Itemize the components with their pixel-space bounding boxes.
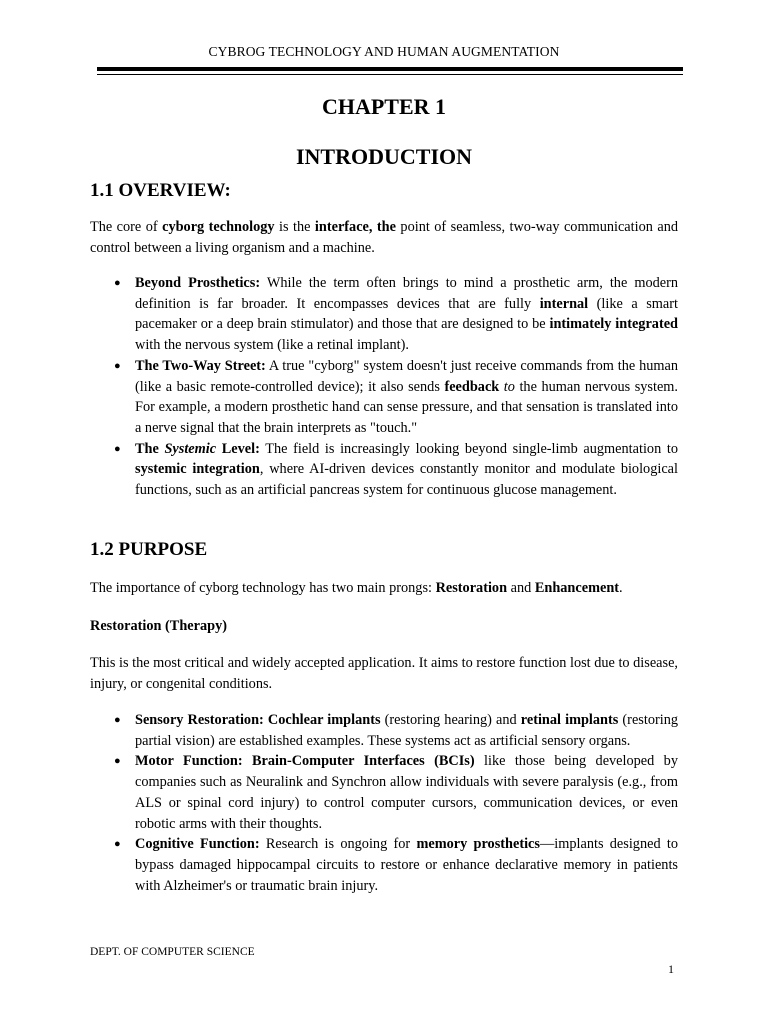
list-item: ● Cognitive Function: Research is ongoing for memory prosthetics—implants designed to bypass damaged hippocampal circuits to restore or enhance declarative memory in patients with Alzheimer's or traumatic brain injury. <box>114 836 678 894</box>
restoration-bullet-list <box>90 710 678 896</box>
bullet-icon: ● <box>114 277 121 289</box>
restoration-paragraph: This is the most critical and widely accepted application. It aims to restore function lost due to disease, injury, or congenital conditions. <box>90 655 678 692</box>
page-number: 1 <box>668 962 674 976</box>
chapter-number: CHAPTER 1 <box>321 94 447 119</box>
purpose-paragraph: The importance of cyborg technology has two main prongs: Restoration and Enhancement. <box>90 580 623 596</box>
purpose-heading: 1.2 PURPOSE <box>90 539 208 560</box>
overview-heading: 1.1 OVERVIEW: <box>90 180 231 201</box>
bullet-icon: ● <box>114 755 121 768</box>
bullet-icon: ● <box>114 442 121 455</box>
list-item: ● The Systemic Level: The field is increasingly looking beyond single-limb augmentation to systemic integration, where AI-driven devices constantly monitor and modulate biological functions, such as an artificial pancreas system for continuous glucose management. <box>114 440 678 499</box>
bullet-icon: ● <box>114 714 121 726</box>
header-rule-thin <box>97 74 683 75</box>
running-header: CYBROG TECHNOLOGY AND HUMAN AUGMENTATION <box>208 44 560 59</box>
list-item: ● Motor Function: Brain-Computer Interfaces (BCIs) like those being developed by companies such as Neuralink and Synchron allow individuals with severe paralysis (e.g., from ALS or spinal cord injury) to control computer cursors, communication devices, or even robotic arms with their thoughts. <box>114 753 678 832</box>
overview-bullet-list <box>90 273 678 501</box>
restoration-subheading: Restoration (Therapy) <box>90 618 227 634</box>
header-rule-thick <box>97 67 683 71</box>
list-item: ● The Two-Way Street: A true "cyborg" system doesn't just receive commands from the human (like a basic remote-controlled device); it also sends feedback to the human nervous system. For example, a modern prosthetic hand can sense pressure, and that sensation is translated into a nerve signal that the brain interprets as "touch." <box>114 357 679 436</box>
chapter-title: INTRODUCTION <box>295 144 473 169</box>
overview-paragraph: The core of cyborg technology is the interface, the point of seamless, two-way communication and control between a living organism and a machine. <box>90 219 678 256</box>
list-item: ● Sensory Restoration: Cochlear implants (restoring hearing) and retinal implants (restoring partial vision) are established examples. These systems act as artificial sensory organs. <box>114 712 679 749</box>
bullet-icon: ● <box>114 838 121 851</box>
bullet-icon: ● <box>114 359 121 372</box>
list-item: ● Beyond Prosthetics: While the term often brings to mind a prosthetic arm, the modern definition is far broader. It encompasses devices that are fully internal (like a smart pacemaker or a deep brain stimulator) and those that are designed to be intimately integrated with the nervous system (like a retinal implant). <box>114 275 679 354</box>
footer-department: DEPT. OF COMPUTER SCIENCE <box>90 946 255 958</box>
